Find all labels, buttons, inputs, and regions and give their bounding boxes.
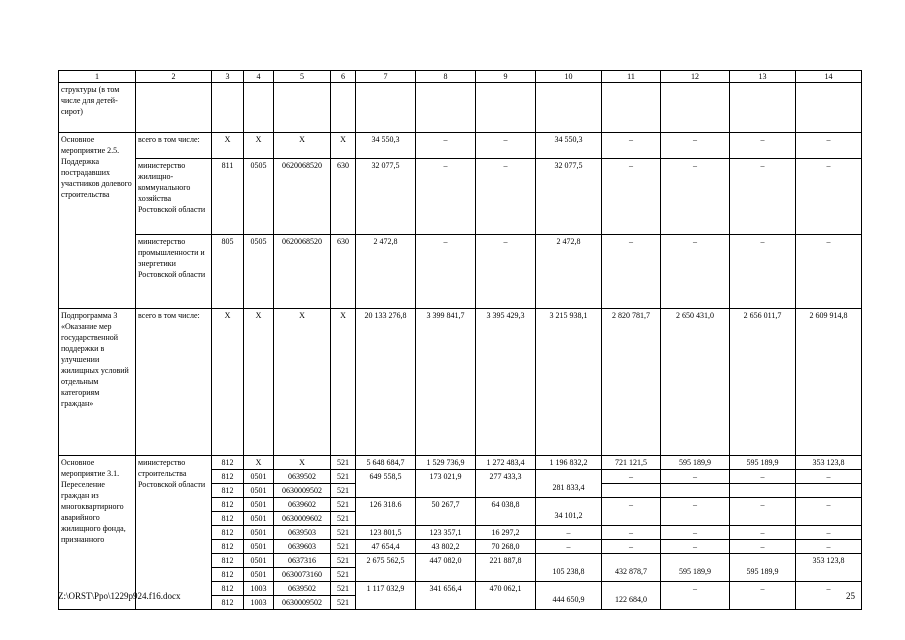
value-cell: 3 215 938,1	[536, 309, 602, 456]
value-cell: –	[661, 526, 730, 540]
code-cell: X	[244, 456, 274, 470]
value-cell: 3 399 841,7	[416, 309, 476, 456]
value-cell: –	[661, 235, 730, 309]
code-cell: 812	[212, 484, 244, 498]
code-cell: 0639503	[274, 526, 331, 540]
value-cell: –	[730, 540, 796, 554]
code-cell: 812	[212, 596, 244, 610]
code-cell: 521	[331, 470, 356, 484]
code-cell: 0630009502	[274, 596, 331, 610]
header-cell: 12	[661, 71, 730, 83]
value-cell: 221 887,8	[476, 554, 536, 582]
code-cell: 0501	[244, 540, 274, 554]
value-cell: –	[416, 235, 476, 309]
page-number: 25	[846, 591, 855, 601]
executor-cell: всего в том числе:	[136, 309, 212, 456]
header-cell: 13	[730, 71, 796, 83]
code-cell: X	[212, 309, 244, 456]
value-cell: 277 433,3	[476, 470, 536, 498]
table-row	[59, 235, 862, 309]
code-cell: 0505	[244, 159, 274, 235]
code-cell: 1003	[244, 596, 274, 610]
code-cell: 521	[331, 456, 356, 470]
table-row	[59, 83, 862, 133]
table-row	[59, 456, 862, 470]
value-cell: –	[536, 526, 602, 540]
value-cell: 2 656 011,7	[730, 309, 796, 456]
empty-cell	[244, 83, 274, 133]
value-cell: –	[602, 235, 661, 309]
value-cell: 126 318.6	[356, 498, 416, 526]
footer-filename: Z:\ORST\Ppo\1229p924.f16.docx	[58, 591, 181, 601]
value-cell: 34 550,3	[536, 133, 602, 159]
value-cell: –	[796, 235, 862, 309]
empty-cell	[136, 83, 212, 133]
name-cell: структуры (в том числе для детей-сирот)	[59, 83, 136, 133]
value-cell: 3 395 429,3	[476, 309, 536, 456]
value-cell: –	[796, 526, 862, 540]
empty-cell	[356, 83, 416, 133]
value-cell: –	[796, 582, 862, 610]
empty-cell	[796, 484, 862, 498]
value-cell: –	[661, 159, 730, 235]
value-cell: 2 675 562,5	[356, 554, 416, 582]
executor-cell: министерство строительства Ростовской области	[136, 456, 212, 610]
code-cell: 1003	[244, 582, 274, 596]
code-cell: 521	[331, 540, 356, 554]
value-cell: –	[730, 133, 796, 159]
header-cell: 7	[356, 71, 416, 83]
empty-cell	[476, 83, 536, 133]
value-cell: 2 609 914,8	[796, 309, 862, 456]
code-cell: 812	[212, 554, 244, 568]
header-cell: 14	[796, 71, 862, 83]
header-cell: 2	[136, 71, 212, 83]
empty-cell	[730, 83, 796, 133]
value-cell: –	[796, 498, 862, 526]
code-cell: 812	[212, 498, 244, 512]
header-cell: 4	[244, 71, 274, 83]
value-cell: 123 357,1	[416, 526, 476, 540]
value-cell: 2 472,8	[356, 235, 416, 309]
code-cell: 0501	[244, 498, 274, 512]
value-cell: –	[602, 526, 661, 540]
subprogram-name-cell: Подпрограмма 3 «Оказание мер государственной поддержки в улучшении жилищных условий отдельным категориям граждан»	[59, 309, 136, 456]
value-cell: –	[796, 540, 862, 554]
header-cell: 10	[536, 71, 602, 83]
value-cell: 2 650 431,0	[661, 309, 730, 456]
empty-cell	[796, 83, 862, 133]
header-cell: 8	[416, 71, 476, 83]
code-cell: 0501	[244, 484, 274, 498]
value-cell: 47 654,4	[356, 540, 416, 554]
value-cell: 105 238,8	[536, 554, 602, 582]
value-cell: –	[602, 498, 661, 526]
value-cell: 595 189,9	[661, 456, 730, 470]
code-cell: 0637316	[274, 554, 331, 568]
code-cell: 812	[212, 540, 244, 554]
header-cell: 3	[212, 71, 244, 83]
code-cell: 0620068520	[274, 159, 331, 235]
value-cell: –	[476, 159, 536, 235]
value-cell: 43 802,2	[416, 540, 476, 554]
code-cell: 521	[331, 568, 356, 582]
event-name-cell: Основное мероприятие 2.5. Поддержка пострадавших участников долевого строительства	[59, 133, 136, 309]
empty-cell	[661, 83, 730, 133]
code-cell: X	[244, 309, 274, 456]
code-cell: 0501	[244, 554, 274, 568]
header-cell: 1	[59, 71, 136, 83]
value-cell: 20 133 276,8	[356, 309, 416, 456]
value-cell: 122 684,0	[602, 582, 661, 610]
value-cell: –	[796, 159, 862, 235]
executor-cell: министерство промышленности и энергетики Ростовской области	[136, 235, 212, 309]
code-cell: X	[212, 133, 244, 159]
code-cell: 521	[331, 596, 356, 610]
code-cell: X	[274, 456, 331, 470]
value-cell: 649 558,5	[356, 470, 416, 498]
code-cell: 521	[331, 582, 356, 596]
code-cell: 0639602	[274, 498, 331, 512]
code-cell: 0501	[244, 568, 274, 582]
value-cell: 50 267,7	[416, 498, 476, 526]
empty-cell	[602, 484, 661, 498]
header-cell: 9	[476, 71, 536, 83]
executor-cell: министерство жилищно-коммунального хозяйства Ростовской области	[136, 159, 212, 235]
code-cell: 805	[212, 235, 244, 309]
executor-cell: всего в том числе:	[136, 133, 212, 159]
value-cell: 64 038,8	[476, 498, 536, 526]
table-row	[59, 309, 862, 456]
empty-cell	[536, 83, 602, 133]
empty-cell	[212, 83, 244, 133]
code-cell: 0501	[244, 512, 274, 526]
value-cell: 34 101,2	[536, 498, 602, 526]
table-row	[59, 133, 862, 159]
value-cell: –	[476, 235, 536, 309]
code-cell: 0620068520	[274, 235, 331, 309]
code-cell: 812	[212, 568, 244, 582]
empty-cell	[602, 83, 661, 133]
value-cell: 32 077,5	[536, 159, 602, 235]
code-cell: X	[331, 133, 356, 159]
value-cell: –	[796, 470, 862, 484]
code-cell: 812	[212, 456, 244, 470]
value-cell: 5 648 684,7	[356, 456, 416, 470]
empty-cell	[274, 83, 331, 133]
empty-cell	[331, 83, 356, 133]
value-cell: –	[602, 540, 661, 554]
code-cell: 811	[212, 159, 244, 235]
code-cell: 812	[212, 512, 244, 526]
code-cell: 812	[212, 526, 244, 540]
value-cell: 2 472,8	[536, 235, 602, 309]
value-cell: –	[416, 159, 476, 235]
header-row	[59, 71, 862, 83]
value-cell: 595 189,9	[661, 554, 730, 582]
value-cell: 1 272 483,4	[476, 456, 536, 470]
code-cell: 812	[212, 582, 244, 596]
code-cell: 812	[212, 470, 244, 484]
table-row	[59, 159, 862, 235]
value-cell: 353 123,8	[796, 456, 862, 470]
code-cell: 521	[331, 554, 356, 568]
value-cell: –	[730, 526, 796, 540]
code-cell: 0501	[244, 526, 274, 540]
empty-cell	[416, 83, 476, 133]
value-cell: 70 268,0	[476, 540, 536, 554]
value-cell: –	[602, 470, 661, 484]
value-cell: –	[730, 582, 796, 610]
code-cell: 0501	[244, 470, 274, 484]
value-cell: –	[796, 133, 862, 159]
code-cell: 0639502	[274, 582, 331, 596]
value-cell: 1 529 736,9	[416, 456, 476, 470]
code-cell: X	[244, 133, 274, 159]
value-cell: 34 550,3	[356, 133, 416, 159]
value-cell: 32 077,5	[356, 159, 416, 235]
value-cell: 595 189,9	[730, 554, 796, 582]
value-cell: –	[730, 235, 796, 309]
value-cell: 432 878,7	[602, 554, 661, 582]
code-cell: 521	[331, 512, 356, 526]
code-cell: 0630009602	[274, 512, 331, 526]
value-cell: –	[661, 582, 730, 610]
value-cell: –	[476, 133, 536, 159]
value-cell: 281 833,4	[536, 470, 602, 498]
value-cell: 447 082,0	[416, 554, 476, 582]
empty-cell	[730, 484, 796, 498]
value-cell: 173 021,9	[416, 470, 476, 498]
code-cell: 0639603	[274, 540, 331, 554]
code-cell: 630	[331, 159, 356, 235]
event-name-cell: Основное мероприятие 3.1. Переселение граждан из многоквартирного аварийного жилищного фонда, признанного	[59, 456, 136, 610]
value-cell: –	[730, 159, 796, 235]
code-cell: 0630009502	[274, 484, 331, 498]
header-cell: 5	[274, 71, 331, 83]
value-cell: –	[730, 498, 796, 526]
value-cell: 444 650,9	[536, 582, 602, 610]
header-cell: 11	[602, 71, 661, 83]
code-cell: X	[274, 309, 331, 456]
value-cell: 16 297,2	[476, 526, 536, 540]
code-cell: 0639502	[274, 470, 331, 484]
empty-cell	[661, 484, 730, 498]
value-cell: –	[536, 540, 602, 554]
value-cell: –	[661, 498, 730, 526]
value-cell: –	[730, 470, 796, 484]
code-cell: 521	[331, 484, 356, 498]
value-cell: 721 121,5	[602, 456, 661, 470]
code-cell: 521	[331, 498, 356, 512]
code-cell: 521	[331, 526, 356, 540]
value-cell: –	[602, 159, 661, 235]
value-cell: 353 123,8	[796, 554, 862, 582]
budget-table	[58, 70, 862, 610]
value-cell: –	[602, 133, 661, 159]
value-cell: –	[661, 540, 730, 554]
value-cell: 341 656,4	[416, 582, 476, 610]
code-cell: X	[331, 309, 356, 456]
value-cell: 595 189,9	[730, 456, 796, 470]
value-cell: –	[416, 133, 476, 159]
value-cell: 123 801,5	[356, 526, 416, 540]
value-cell: 2 820 781,7	[602, 309, 661, 456]
code-cell: 0630073160	[274, 568, 331, 582]
value-cell: 1 196 832,2	[536, 456, 602, 470]
value-cell: 1 117 032,9	[356, 582, 416, 610]
value-cell: –	[661, 470, 730, 484]
code-cell: 0505	[244, 235, 274, 309]
header-cell: 6	[331, 71, 356, 83]
code-cell: X	[274, 133, 331, 159]
code-cell: 630	[331, 235, 356, 309]
value-cell: 470 062,1	[476, 582, 536, 610]
value-cell: –	[661, 133, 730, 159]
